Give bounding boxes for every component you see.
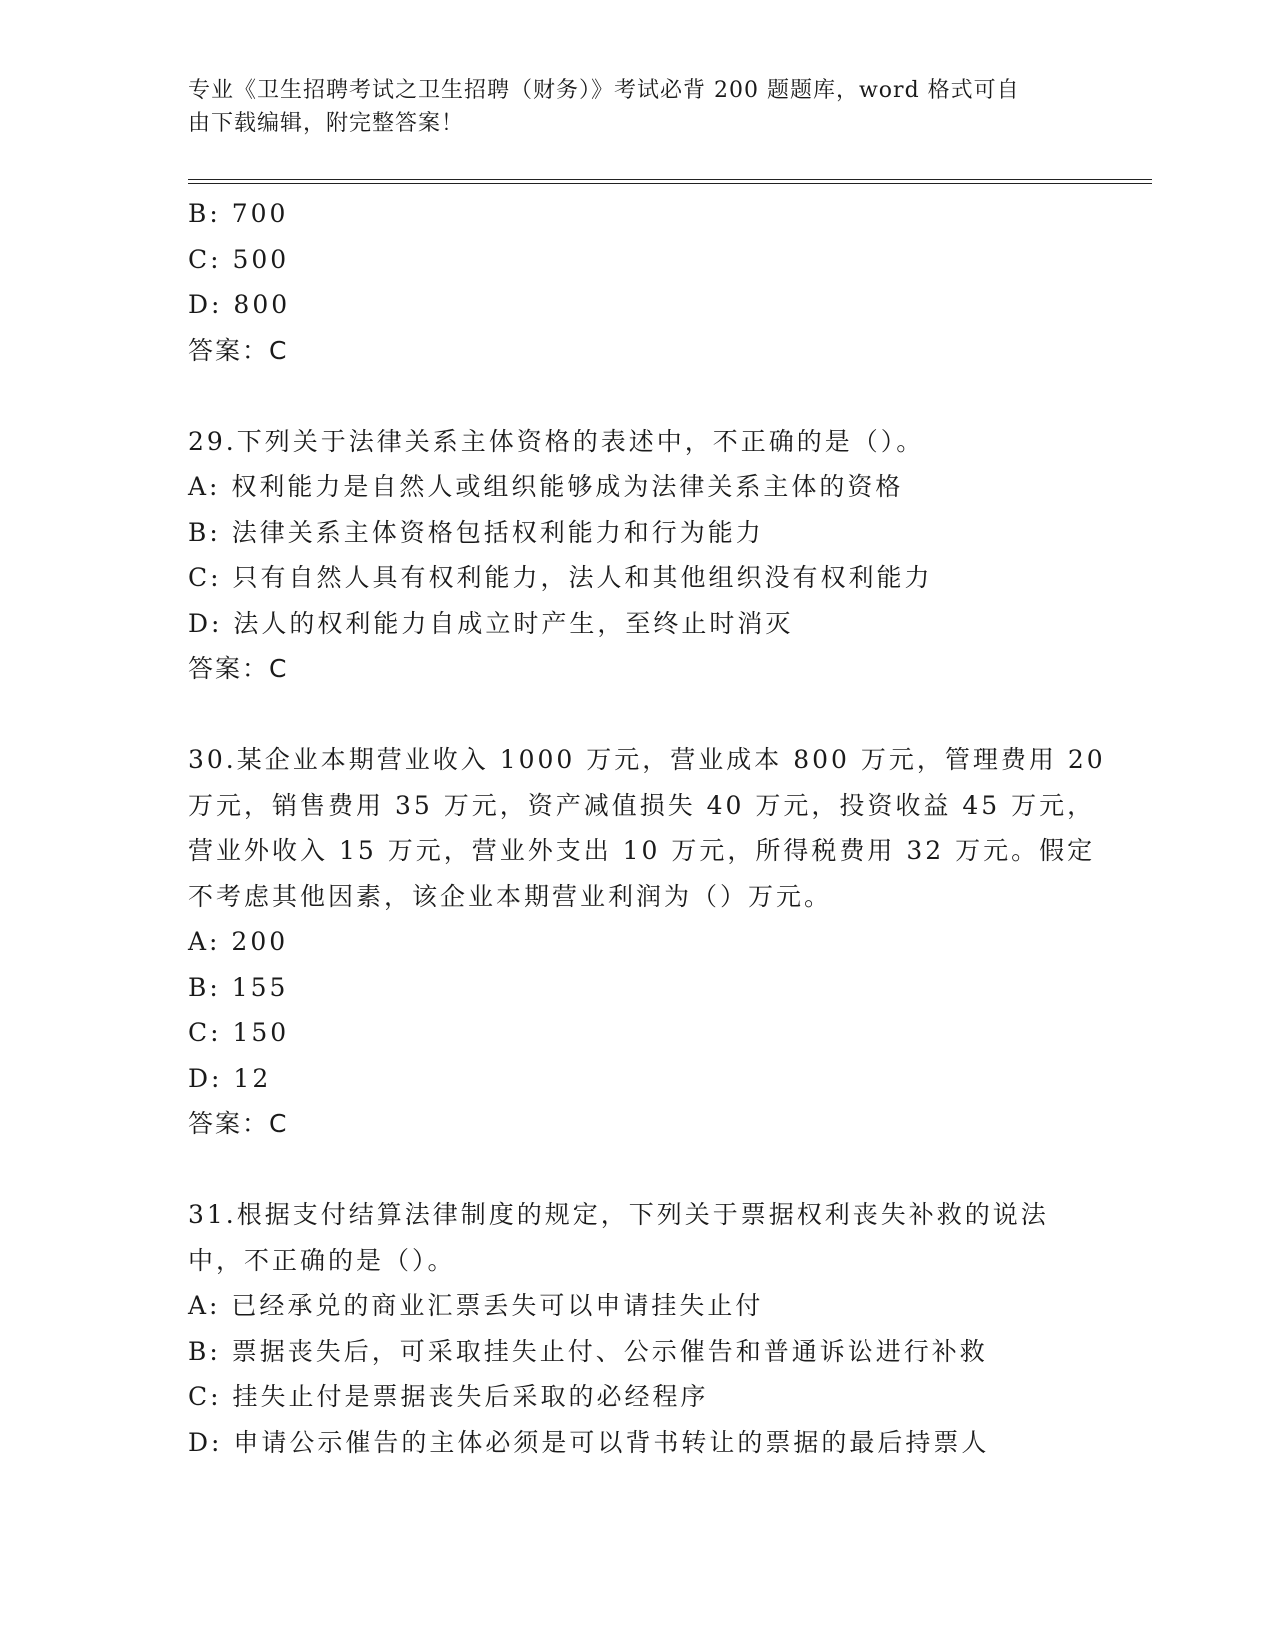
answer-line: 答案：C xyxy=(188,1109,289,1138)
option-d: D: 申请公示催告的主体必须是可以背书转让的票据的最后持票人 xyxy=(188,1427,990,1457)
spacer xyxy=(188,1147,1088,1193)
header-divider-top xyxy=(188,179,1152,180)
question-30 xyxy=(188,737,1106,1147)
option-a: A: 权利能力是自然人或组织能够成为法律关系主体的资格 xyxy=(188,472,904,501)
question-stem-line-3: 营业外收入 15 万元，营业外支出 10 万元，所得税费用 32 万元。假定 xyxy=(188,836,1096,865)
question-29 xyxy=(188,419,1088,692)
option-c: C: 500 xyxy=(188,244,290,274)
header-divider-bottom xyxy=(188,183,1152,184)
option-c: C: 挂失止付是票据丧失后采取的必经程序 xyxy=(188,1382,709,1411)
option-b: B: 票据丧失后，可采取挂失止付、公示催告和普通诉讼进行补救 xyxy=(188,1336,988,1366)
header-line-1: 专业《卫生招聘考试之卫生招聘（财务）》考试必背 200 题题库，word 格式可自 xyxy=(188,78,1020,103)
header-line-2: 由下载编辑，附完整答案！ xyxy=(188,111,465,136)
option-d: D: 800 xyxy=(188,290,291,319)
option-a: A: 已经承兑的商业汇票丢失可以申请挂失止付 xyxy=(188,1291,764,1320)
question-31 xyxy=(188,1192,1088,1465)
question-stem: 29.下列关于法律关系主体资格的表述中，不正确的是（）。 xyxy=(188,426,925,456)
question-stem-line-1: 30.某企业本期营业收入 1000 万元，营业成本 800 万元，管理费用 20 xyxy=(188,745,1106,774)
option-d: D: 12 xyxy=(188,1063,272,1093)
option-c: C: 只有自然人具有权利能力，法人和其他组织没有权利能力 xyxy=(188,563,933,592)
question-stem-line-2: 中，不正确的是（）。 xyxy=(188,1245,456,1275)
option-b: B: 法律关系主体资格包括权利能力和行为能力 xyxy=(188,517,764,547)
question-list xyxy=(188,191,1106,1465)
question-28-tail xyxy=(188,191,1088,373)
spacer xyxy=(188,373,1088,419)
answer-line: 答案：C xyxy=(188,654,289,683)
option-b: B: 155 xyxy=(188,972,289,1002)
document-header xyxy=(188,74,1068,140)
question-stem-line-4: 不考虑其他因素，该企业本期营业利润为（）万元。 xyxy=(188,881,833,911)
question-stem-line-1: 31.根据支付结算法律制度的规定，下列关于票据权利丧失补救的说法 xyxy=(188,1200,1049,1229)
spacer xyxy=(188,692,1088,738)
option-c: C: 150 xyxy=(188,1018,290,1047)
question-stem-line-2: 万元，销售费用 35 万元，资产减值损失 40 万元，投资收益 45 万元， xyxy=(188,790,1096,820)
option-b: B: 700 xyxy=(188,199,289,228)
answer-line: 答案：C xyxy=(188,335,289,365)
option-d: D: 法人的权利能力自成立时产生，至终止时消灭 xyxy=(188,608,794,638)
option-a: A: 200 xyxy=(188,927,289,956)
